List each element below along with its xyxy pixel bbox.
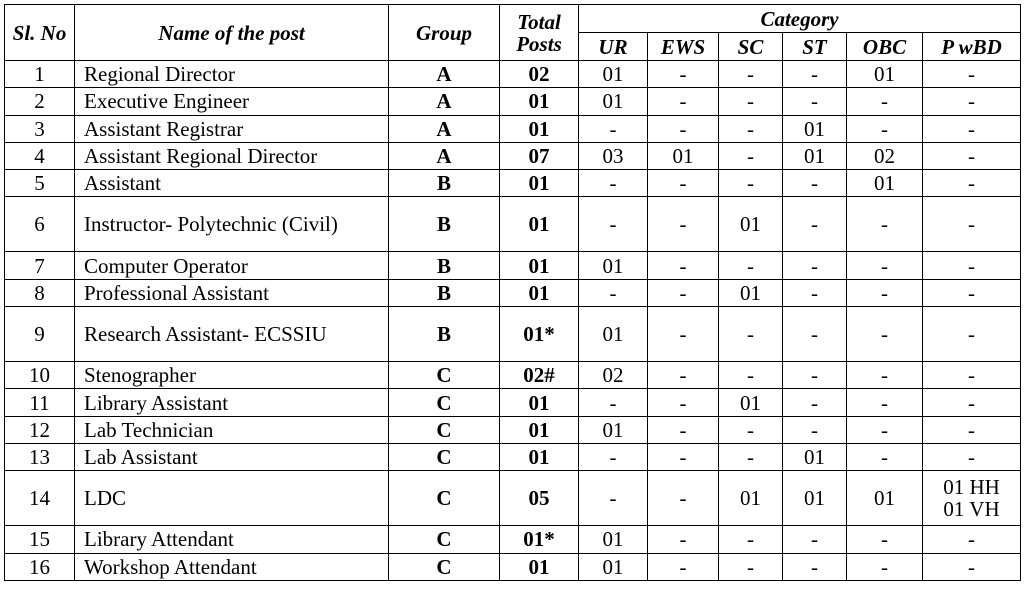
pwbd-cell: -	[923, 553, 1021, 580]
pwbd-cell: -	[923, 389, 1021, 416]
table-row	[5, 88, 1021, 115]
ur-cell: 01	[579, 88, 648, 115]
st-cell: -	[783, 553, 847, 580]
group-cell: C	[389, 389, 500, 416]
obc-cell: -	[847, 197, 923, 252]
sc-cell: -	[719, 170, 783, 197]
sc-cell: 01	[719, 279, 783, 306]
ur-cell: -	[579, 279, 648, 306]
obc-cell: -	[847, 526, 923, 553]
pwbd-cell: -	[923, 526, 1021, 553]
header-cat-ews: EWS	[648, 33, 719, 61]
sl-cell: 9	[5, 307, 75, 362]
st-cell: 01	[783, 471, 847, 526]
st-cell: -	[783, 526, 847, 553]
total-posts-cell: 05	[500, 471, 579, 526]
total-posts-cell: 01	[500, 252, 579, 279]
group-cell: B	[389, 279, 500, 306]
ur-cell: 01	[579, 526, 648, 553]
total-posts-cell: 01	[500, 88, 579, 115]
group-cell: A	[389, 61, 500, 88]
total-posts-cell: 01	[500, 443, 579, 470]
sl-cell: 7	[5, 252, 75, 279]
group-cell: C	[389, 553, 500, 580]
pwbd-cell: -	[923, 115, 1021, 142]
sl-cell: 16	[5, 553, 75, 580]
st-cell: -	[783, 170, 847, 197]
ews-cell: -	[648, 115, 719, 142]
sc-cell: 01	[719, 197, 783, 252]
obc-cell: -	[847, 416, 923, 443]
ews-cell: -	[648, 389, 719, 416]
st-cell: -	[783, 389, 847, 416]
sc-cell: -	[719, 526, 783, 553]
ews-cell: -	[648, 170, 719, 197]
obc-cell: 02	[847, 142, 923, 169]
header-cat-ur: UR	[579, 33, 648, 61]
ur-cell: 01	[579, 553, 648, 580]
ur-cell: -	[579, 170, 648, 197]
obc-cell: 01	[847, 471, 923, 526]
st-cell: -	[783, 416, 847, 443]
table-row	[5, 389, 1021, 416]
st-cell: 01	[783, 443, 847, 470]
sl-cell: 5	[5, 170, 75, 197]
post-name-cell: Stenographer	[75, 362, 389, 389]
ur-cell: 03	[579, 142, 648, 169]
total-posts-cell: 02	[500, 61, 579, 88]
ur-cell: 01	[579, 307, 648, 362]
header-group: Group	[389, 5, 500, 61]
sc-cell: -	[719, 416, 783, 443]
post-name-cell: Assistant Regional Director	[75, 142, 389, 169]
post-name-cell: Regional Director	[75, 61, 389, 88]
st-cell: -	[783, 307, 847, 362]
sl-cell: 4	[5, 142, 75, 169]
post-name-cell: Assistant Registrar	[75, 115, 389, 142]
obc-cell: -	[847, 88, 923, 115]
ur-cell: 01	[579, 252, 648, 279]
table-row	[5, 553, 1021, 580]
group-cell: B	[389, 197, 500, 252]
header-total-posts: Total Posts	[500, 5, 579, 61]
group-cell: C	[389, 362, 500, 389]
sl-cell: 14	[5, 471, 75, 526]
post-name-cell: Lab Assistant	[75, 443, 389, 470]
ur-cell: 01	[579, 416, 648, 443]
ews-cell: -	[648, 252, 719, 279]
st-cell: -	[783, 362, 847, 389]
ur-cell: -	[579, 197, 648, 252]
sl-cell: 2	[5, 88, 75, 115]
sc-cell: -	[719, 553, 783, 580]
ews-cell: 01	[648, 142, 719, 169]
pwbd-cell: -	[923, 170, 1021, 197]
sc-cell: -	[719, 443, 783, 470]
group-cell: C	[389, 471, 500, 526]
post-name-cell: Executive Engineer	[75, 88, 389, 115]
header-cat-pwbd: P wBD	[923, 33, 1021, 61]
group-cell: B	[389, 170, 500, 197]
pwbd-cell: -	[923, 61, 1021, 88]
sc-cell: -	[719, 252, 783, 279]
group-cell: A	[389, 115, 500, 142]
pwbd-cell: 01 HH 01 VH	[923, 471, 1021, 526]
sl-cell: 8	[5, 279, 75, 306]
group-cell: C	[389, 443, 500, 470]
total-posts-cell: 01	[500, 115, 579, 142]
group-cell: C	[389, 526, 500, 553]
post-name-cell: LDC	[75, 471, 389, 526]
post-name-cell: Computer Operator	[75, 252, 389, 279]
group-cell: A	[389, 142, 500, 169]
post-name-cell: Library Attendant	[75, 526, 389, 553]
total-posts-cell: 02#	[500, 362, 579, 389]
st-cell: 01	[783, 115, 847, 142]
group-cell: A	[389, 88, 500, 115]
pwbd-cell: -	[923, 252, 1021, 279]
total-posts-cell: 07	[500, 142, 579, 169]
obc-cell: -	[847, 553, 923, 580]
ews-cell: -	[648, 307, 719, 362]
table-body	[5, 61, 1021, 581]
pwbd-cell: -	[923, 307, 1021, 362]
obc-cell: -	[847, 279, 923, 306]
st-cell: -	[783, 197, 847, 252]
total-posts-cell: 01	[500, 170, 579, 197]
post-name-cell: Library Assistant	[75, 389, 389, 416]
obc-cell: -	[847, 443, 923, 470]
table-row	[5, 252, 1021, 279]
table-row	[5, 197, 1021, 252]
sl-cell: 6	[5, 197, 75, 252]
ews-cell: -	[648, 526, 719, 553]
header-category: Category	[579, 5, 1021, 33]
sl-cell: 11	[5, 389, 75, 416]
table-row	[5, 471, 1021, 526]
table-row	[5, 115, 1021, 142]
total-posts-cell: 01	[500, 279, 579, 306]
ur-cell: 02	[579, 362, 648, 389]
st-cell: -	[783, 252, 847, 279]
ur-cell: -	[579, 443, 648, 470]
post-name-cell: Workshop Attendant	[75, 553, 389, 580]
table-row	[5, 142, 1021, 169]
table-row	[5, 362, 1021, 389]
ews-cell: -	[648, 416, 719, 443]
ur-cell: -	[579, 115, 648, 142]
pwbd-cell: -	[923, 279, 1021, 306]
ur-cell: -	[579, 471, 648, 526]
obc-cell: -	[847, 389, 923, 416]
ews-cell: -	[648, 471, 719, 526]
table-row	[5, 526, 1021, 553]
ews-cell: -	[648, 197, 719, 252]
total-posts-cell: 01	[500, 197, 579, 252]
group-cell: B	[389, 252, 500, 279]
total-posts-cell: 01	[500, 553, 579, 580]
post-name-cell: Instructor- Polytechnic (Civil)	[75, 197, 389, 252]
ur-cell: 01	[579, 61, 648, 88]
table-row	[5, 416, 1021, 443]
total-posts-cell: 01	[500, 389, 579, 416]
sl-cell: 10	[5, 362, 75, 389]
pwbd-cell: -	[923, 88, 1021, 115]
table-row	[5, 307, 1021, 362]
sc-cell: -	[719, 362, 783, 389]
sl-cell: 1	[5, 61, 75, 88]
st-cell: -	[783, 61, 847, 88]
header-cat-obc: OBC	[847, 33, 923, 61]
header-cat-st: ST	[783, 33, 847, 61]
sc-cell: -	[719, 88, 783, 115]
post-name-cell: Professional Assistant	[75, 279, 389, 306]
table-row	[5, 443, 1021, 470]
sc-cell: -	[719, 115, 783, 142]
st-cell: 01	[783, 142, 847, 169]
obc-cell: -	[847, 362, 923, 389]
ews-cell: -	[648, 61, 719, 88]
total-posts-cell: 01*	[500, 526, 579, 553]
obc-cell: -	[847, 307, 923, 362]
table-row	[5, 61, 1021, 88]
ews-cell: -	[648, 362, 719, 389]
ews-cell: -	[648, 88, 719, 115]
pwbd-cell: -	[923, 362, 1021, 389]
group-cell: B	[389, 307, 500, 362]
ews-cell: -	[648, 553, 719, 580]
header-name-of-post: Name of the post	[75, 5, 389, 61]
obc-cell: -	[847, 115, 923, 142]
post-name-cell: Research Assistant- ECSSIU	[75, 307, 389, 362]
pwbd-cell: -	[923, 197, 1021, 252]
post-name-cell: Assistant	[75, 170, 389, 197]
obc-cell: -	[847, 252, 923, 279]
total-posts-cell: 01*	[500, 307, 579, 362]
obc-cell: 01	[847, 170, 923, 197]
group-cell: C	[389, 416, 500, 443]
sc-cell: -	[719, 307, 783, 362]
st-cell: -	[783, 88, 847, 115]
ews-cell: -	[648, 443, 719, 470]
sl-cell: 3	[5, 115, 75, 142]
sl-cell: 15	[5, 526, 75, 553]
table-row	[5, 279, 1021, 306]
posts-table	[4, 4, 1021, 581]
obc-cell: 01	[847, 61, 923, 88]
pwbd-cell: -	[923, 443, 1021, 470]
header-sl-no: Sl. No	[5, 5, 75, 61]
pwbd-cell: -	[923, 142, 1021, 169]
header-cat-sc: SC	[719, 33, 783, 61]
table-row	[5, 170, 1021, 197]
sc-cell: 01	[719, 389, 783, 416]
st-cell: -	[783, 279, 847, 306]
ews-cell: -	[648, 279, 719, 306]
sc-cell: -	[719, 142, 783, 169]
total-posts-cell: 01	[500, 416, 579, 443]
pwbd-cell: -	[923, 416, 1021, 443]
sl-cell: 13	[5, 443, 75, 470]
sc-cell: -	[719, 61, 783, 88]
ur-cell: -	[579, 389, 648, 416]
sl-cell: 12	[5, 416, 75, 443]
sc-cell: 01	[719, 471, 783, 526]
post-name-cell: Lab Technician	[75, 416, 389, 443]
